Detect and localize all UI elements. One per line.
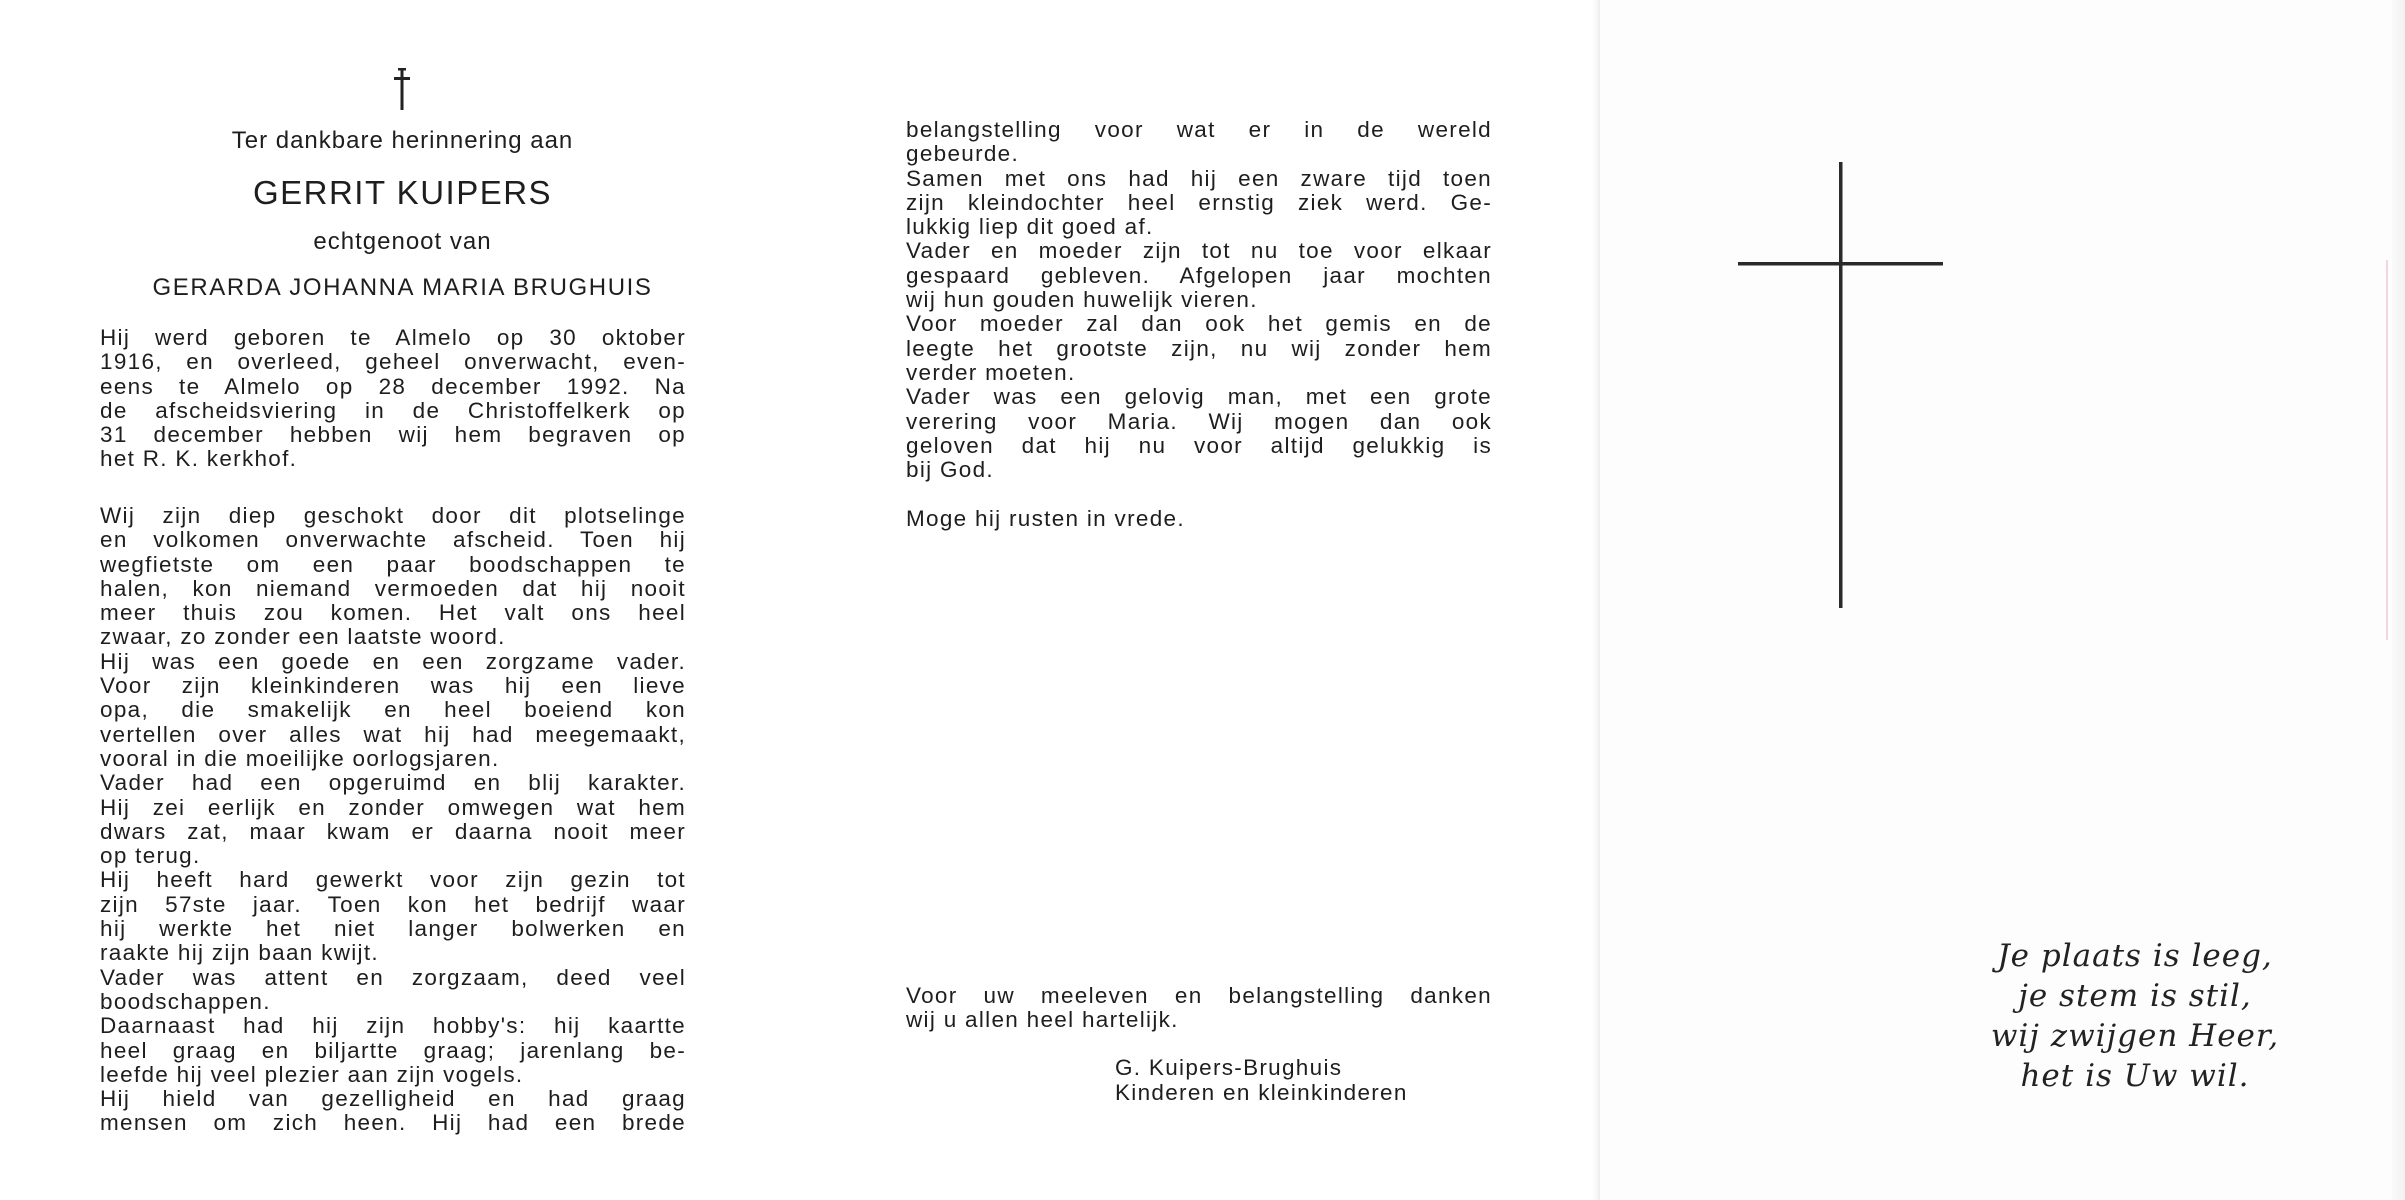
text-line: verering voor Maria. Wij mogen dan ook bbox=[906, 408, 1492, 434]
text-line: meer thuis zou komen. Het valt ons heel bbox=[100, 600, 686, 626]
intro-text: Ter dankbare herinnering aan bbox=[231, 127, 574, 154]
text-line: bij God. bbox=[906, 457, 994, 483]
text-line: Moge hij rusten in vrede. bbox=[906, 506, 1185, 531]
text-line: Hij heeft hard gewerkt voor zijn gezin tot bbox=[100, 867, 686, 893]
remembrance-paragraph bbox=[100, 504, 686, 1136]
text-line: lukkig liep dit goed af. bbox=[906, 214, 1154, 240]
continuation-paragraph bbox=[906, 118, 1492, 482]
text-line: wij u allen heel hartelijk. bbox=[906, 1007, 1179, 1033]
signature-line: Kinderen en kleinkinderen bbox=[1115, 1079, 1408, 1105]
deceased-name: GERRIT KUIPERS bbox=[252, 174, 553, 211]
poem-line: het is Uw wil. bbox=[2020, 1058, 2250, 1094]
text-line: halen, kon niemand vermoeden dat hij nooit bbox=[100, 575, 686, 601]
text-line: wegfietste om een paar boodschappen te bbox=[100, 551, 686, 577]
signature-line: G. Kuipers-Brughuis bbox=[1115, 1055, 1343, 1080]
text-line: mensen om zich heen. Hij had een brede bbox=[100, 1110, 686, 1136]
text-line: Samen met ons had hij een zware tijd toen bbox=[906, 165, 1492, 191]
text-line: gebeurde. bbox=[906, 141, 1020, 167]
text-line: 1916, en overleed, geheel onverwacht, even- bbox=[100, 349, 686, 375]
text-line: dwars zat, maar kwam er daarna nooit meer bbox=[100, 818, 686, 844]
text-line: Vader was attent en zorgzaam, deed veel bbox=[100, 964, 686, 990]
text-line: raakte hij zijn baan kwijt. bbox=[100, 940, 379, 966]
right-edge-shadow bbox=[2392, 0, 2405, 1200]
text-line: leefde hij veel plezier aan zijn vogels. bbox=[100, 1061, 524, 1087]
memorial-poem bbox=[1975, 936, 2295, 1096]
poem-line: wij zwijgen Heer, bbox=[1990, 1018, 2280, 1054]
text-line: vooral in die moeilijke oorlogsjaren. bbox=[100, 745, 500, 771]
poem-line: Je plaats is leeg, bbox=[1997, 938, 2273, 974]
text-line: en volkomen onverwachte afscheid. Toen hij bbox=[100, 527, 686, 553]
text-line: leegte het grootste zijn, nu wij zonder hem bbox=[906, 335, 1492, 361]
text-line: op terug. bbox=[100, 843, 201, 869]
text-line: Voor zijn kleinkinderen was hij een lieve bbox=[100, 673, 686, 699]
text-line: de afscheidsviering in de Christoffelkerk op bbox=[100, 397, 686, 423]
text-line: boodschappen. bbox=[100, 988, 271, 1014]
small-cross-icon bbox=[392, 68, 412, 110]
text-line: belangstelling voor wat er in de wereld bbox=[906, 117, 1492, 142]
text-line: geloven dat hij nu voor altijd gelukkig is bbox=[906, 432, 1492, 458]
biography-paragraph bbox=[100, 326, 686, 472]
text-line: wij hun gouden huwelijk vieren. bbox=[906, 287, 1258, 313]
text-line: zijn 57ste jaar. Toen kon het bedrijf waar bbox=[100, 891, 686, 917]
text-line: Wij zijn diep geschokt door dit plotselinge bbox=[100, 503, 686, 528]
text-line: 31 december hebben wij hem begraven op bbox=[100, 422, 686, 448]
text-line: Hij werd geboren te Almelo op 30 oktober bbox=[100, 325, 686, 350]
signature-block bbox=[1115, 1056, 1515, 1105]
text-line: gespaard gebleven. Afgelopen jaar mochten bbox=[906, 262, 1492, 288]
text-line: Voor moeder zal dan ook het gemis en de bbox=[906, 311, 1492, 337]
spouse-name: GERARDA JOHANNA MARIA BRUGHUIS bbox=[152, 274, 653, 301]
text-line: Voor uw meeleven en belangstelling danken bbox=[906, 983, 1492, 1008]
thanks-paragraph bbox=[906, 984, 1492, 1033]
poem-line: je stem is stil, bbox=[2018, 978, 2252, 1014]
text-line: verder moeten. bbox=[906, 359, 1076, 385]
text-line: zijn kleindochter heel ernstig ziek werd. Ge- bbox=[906, 189, 1492, 215]
spouse-label: echtgenoot van bbox=[313, 228, 492, 255]
text-line: het R. K. kerkhof. bbox=[100, 446, 298, 472]
text-line: Vader en moeder zijn tot nu toe voor elkaar bbox=[906, 238, 1492, 264]
text-line: eens te Almelo op 28 december 1992. Na bbox=[100, 373, 686, 399]
text-line: vertellen over alles wat hij had meegemaakt, bbox=[100, 721, 686, 747]
text-line: Hij was een goede en een zorgzame vader. bbox=[100, 648, 686, 674]
text-line: hij werkte het niet langer bolwerken en bbox=[100, 916, 686, 942]
text-line: opa, die smakelijk en heel boeiend kon bbox=[100, 697, 686, 723]
text-line: Hij hield van gezelligheid en had graag bbox=[100, 1086, 686, 1112]
text-line: heel graag en biljartte graag; jarenlang be- bbox=[100, 1037, 686, 1063]
text-line: Vader had een opgeruimd en blij karakter. bbox=[100, 770, 686, 796]
text-line: Vader was een gelovig man, met een grote bbox=[906, 384, 1492, 410]
text-line: Hij zei eerlijk en zonder omwegen wat hem bbox=[100, 794, 686, 820]
large-cross-icon bbox=[1738, 162, 1943, 608]
edge-mark bbox=[2386, 260, 2388, 640]
closing-line bbox=[906, 507, 1492, 531]
text-line: zwaar, zo zonder een laatste woord. bbox=[100, 624, 506, 650]
text-line: Daarnaast had hij zijn hobby's: hij kaartte bbox=[100, 1013, 686, 1039]
